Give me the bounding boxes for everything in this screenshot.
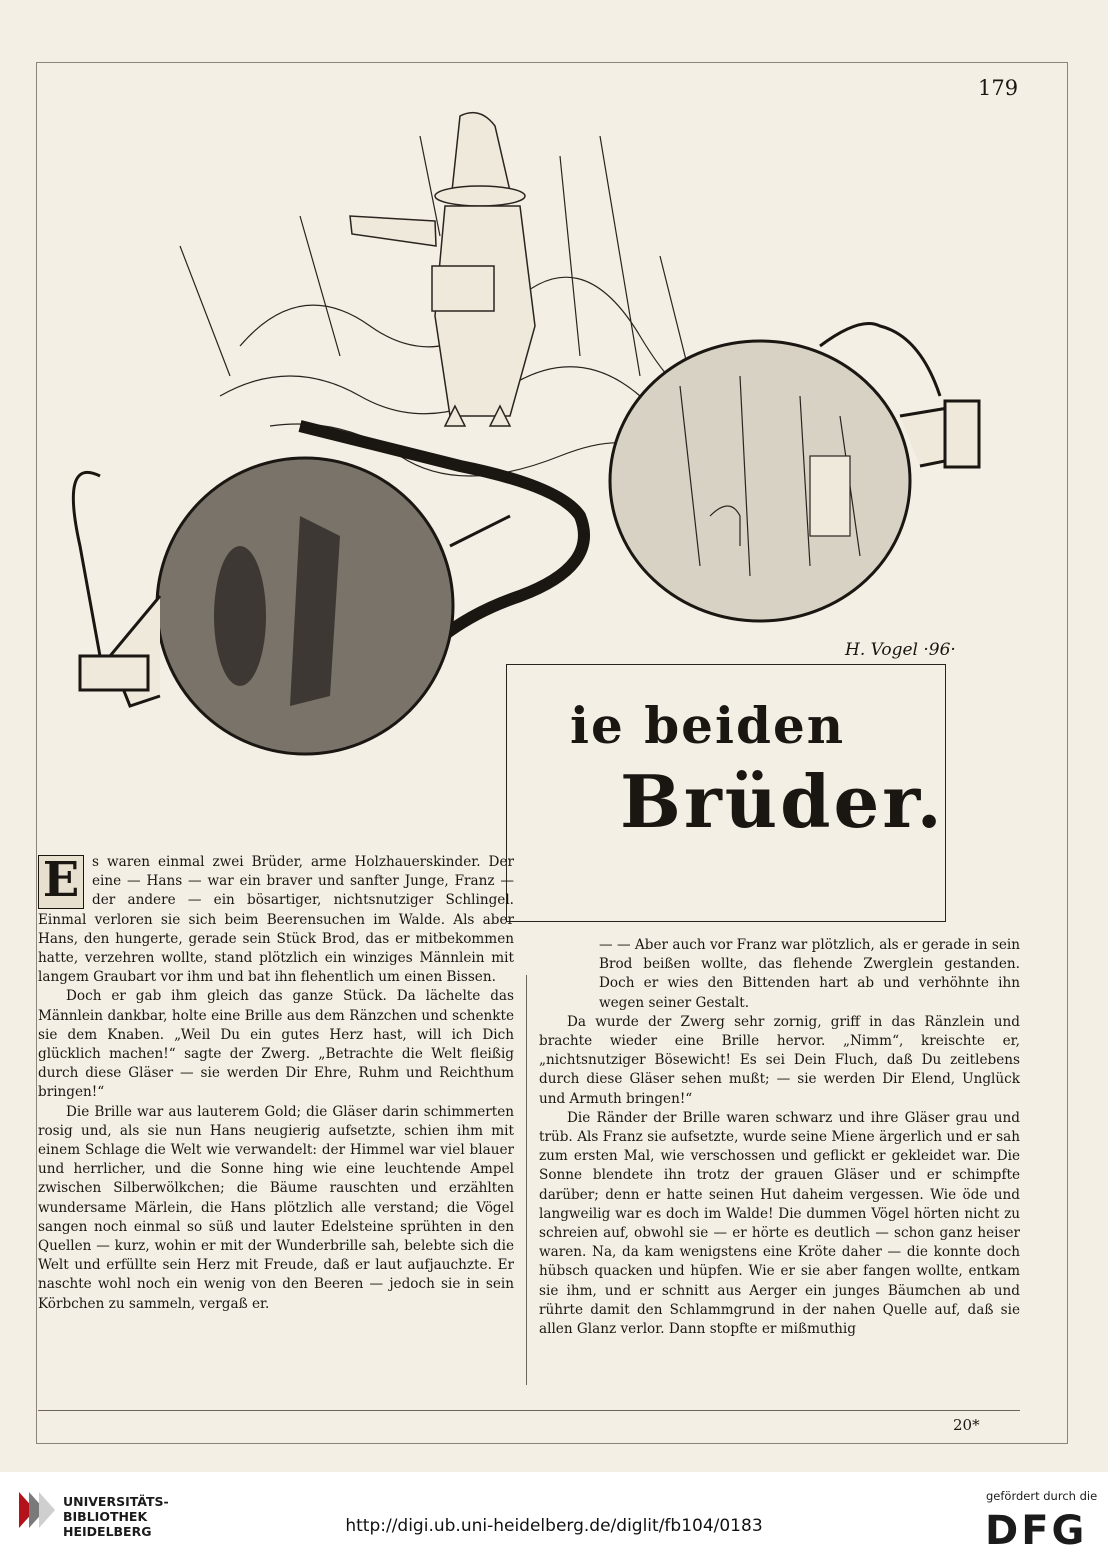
title-line-2: Brüder. — [620, 759, 945, 844]
page-number: 179 — [978, 76, 1019, 100]
spectacles-light — [610, 324, 979, 622]
paragraph: Die Ränder der Brille waren schwarz und ihre Gläser grau und trüb. Als Franz sie aufsetzte, wurde seine Miene ärgerlich und er sah zum ersten Mal, wie verschossen und geflickt er gekleidet war. Die Sonne blendete ihn trotz der grauen Gläser und er schimpfte darüber; denn er hatte seinen Hut daheim vergessen. Wie öde und langweilig war es doch im Walde! Die dummen Vögel hörten nicht zu schreien auf, obwohl sie — er hörte es deutlich — schon ganz heiser waren. Na, da kam wenigstens eine Kröte daher — die konnte doch hübsch quacken und hüpfen. Wie er sie aber fangen wollte, entkam sie ihm, und er schnitt aus Aerger ein junges Bäumchen ab und rührte damit den Schlammgrund in der nahen Quelle auf, daß sie allen Glanz verlor. Dann stopfte er mißmuthig — [539, 1109, 1020, 1338]
left-column — [38, 853, 514, 1314]
paragraph: Da wurde der Zwerg sehr zornig, griff in das Ränzlein und brachte wieder eine Brille hervor. „Nimm“, kreischte er, „nichtsnutziger Bösewicht! Es sei Dein Fluch, daß Du zeitlebens durch diese Gläser sehen mußt; — sie werden Dir Elend, Unglück und Armuth bringen!“ — [539, 1013, 1020, 1107]
paragraph: Doch er gab ihm gleich das ganze Stück. Da lächelte das Männlein dankbar, holte eine Brille aus dem Ränzchen und schenkte sie dem Knaben. „Weil Du ein gutes Herz hast, will ich Dich glücklich machen!“ sagte der Zwerg. „Betrachte die Welt fleißig durch diese Gläser — sie werden Dir Ehre, Ruhm und Reichthum bringen!“ — [38, 988, 514, 1101]
university-line: BIBLIOTHEK — [63, 1509, 148, 1524]
paragraph: Die Brille war aus lauterem Gold; die Gläser darin schimmerten rosig und, als sie nun Hans neugierig aufsetzte, schien ihm mit einem Schlage die Welt wie verwandelt: der Himmel war viel blauer und herrlicher, und die Sonne hing wie eine leuchtende Ampel zwischen Silberwölkchen; die Bäume rauschten und erzählten wundersame Märlein, die Hans plötzlich alle verstand; die Vögel sangen noch einmal so süß und lauter Edelsteine sprühten in den Quellen — kurz, wohin er mit der Wunderbrille sah, belebte sich die Welt und erfüllte sein Herz mit Freude, daß er laut aufjauchzte. Er naschte wohl noch ein wenig von den Beeren — jedoch sie in sein Körbchen zu sammeln, vergaß er. — [38, 1103, 514, 1312]
university-line: UNIVERSITÄTS- — [63, 1494, 169, 1509]
artist-signature: H. Vogel ·96· — [845, 640, 956, 660]
source-url[interactable]: http://digi.ub.uni-heidelberg.de/diglit/fb104/0183 — [345, 1516, 763, 1536]
university-line: HEIDELBERG — [63, 1524, 152, 1539]
column-divider — [526, 975, 527, 1385]
gnome-figure — [350, 113, 535, 426]
article-title — [540, 696, 945, 844]
dfg-logo: DFG — [985, 1508, 1088, 1554]
spectacles-dark — [73, 458, 510, 754]
paragraph — [38, 853, 514, 987]
title-line-1: ie beiden — [570, 696, 846, 755]
dropcap: E — [38, 855, 84, 909]
paragraph-text: s waren einmal zwei Brüder, arme Holzhauerskinder. Der eine — Hans — war ein braver und sanfter Junge, Franz — der andere — ein bösartiger, nichtsnutziger Schlingel. Einmal verloren sie sich beim Beerensuchen im Walde. Als aber Hans, den hungerte, gerade sein Stück Brod, das er mitbekommen hatte, verzehren wollte, stand plötzlich ein winziges Männlein mit langem Graubart vor ihm und bat ihn flehentlich um einen Bissen. — [38, 854, 514, 986]
bottom-rule — [38, 1410, 1020, 1411]
paragraph: — — Aber auch vor Franz war plötzlich, als er gerade in sein Brod beißen wollte, das flehende Zwerglein gestanden. Doch er wies den Bittenden hart ab und verhöhnte ihn wegen seiner Gestalt. — [599, 937, 1020, 1011]
sheet-signature-mark: 20* — [953, 1416, 980, 1434]
right-column — [539, 936, 1020, 1339]
funding-caption: gefördert durch die — [986, 1489, 1098, 1503]
